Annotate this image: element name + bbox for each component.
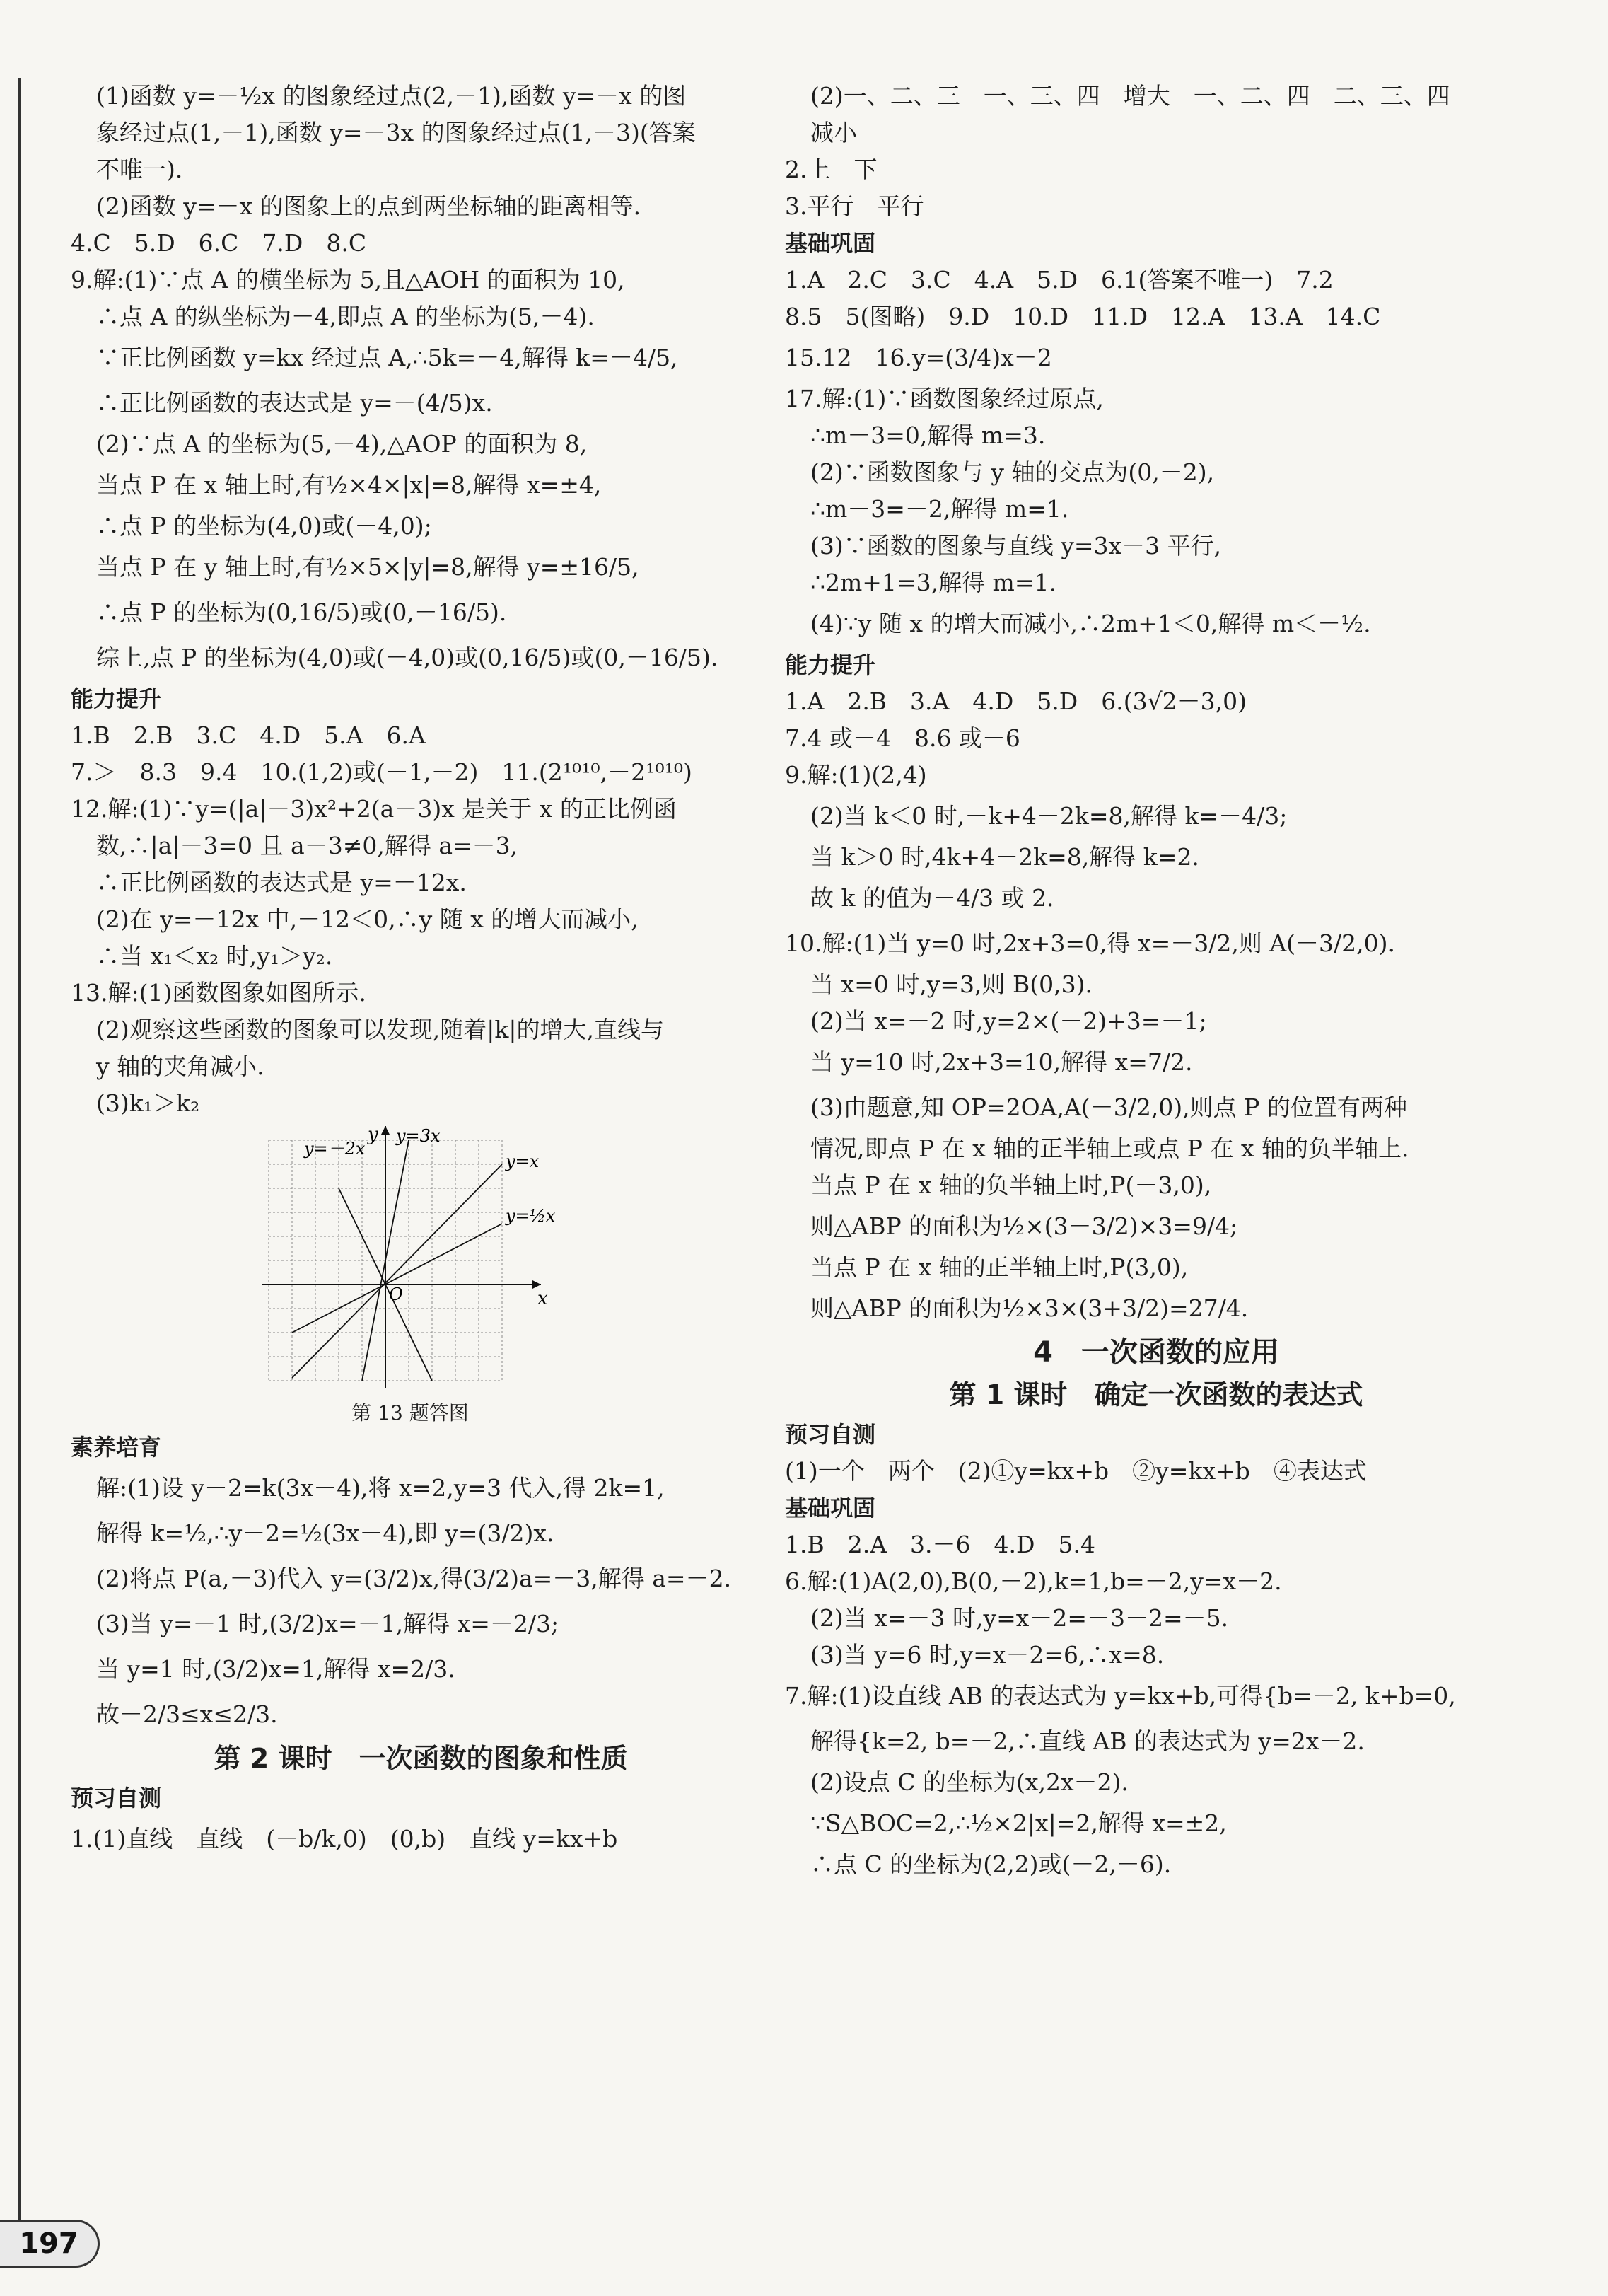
answer-line: ∴2m+1=3,解得 m=1. [810,569,1056,596]
answer-line: 解得{k=2, b=－2,∴直线 AB 的表达式为 y=2x－2. [810,1727,1365,1755]
page-number: 197 [0,2220,100,2268]
answer-line: 当点 P 在 x 轴上时,有½×4×|x|=8,解得 x=±4, [96,471,602,499]
answer-line: 10.解:(1)当 y=0 时,2x+3=0,得 x=－3/2,则 A(－3/2,0). [785,929,1395,957]
answer-line: 当 y=10 时,2x+3=10,解得 x=7/2. [810,1048,1193,1076]
answer-line: 当 x=0 时,y=3,则 B(0,3). [810,970,1093,998]
answer-line: 9.解:(1)∵点 A 的横坐标为 5,且△AOH 的面积为 10, [71,266,625,294]
answer-line: 减小 [810,119,857,146]
answer-line: 7.解:(1)设直线 AB 的表达式为 y=kx+b,可得{b=－2, k+b=0, [785,1682,1456,1710]
answer-line: (2)观察这些函数的图象可以发现,随着|k|的增大,直线与 [96,1016,664,1043]
answer-line: (2)一、二、三 一、三、四 增大 一、二、四 二、三、四 [810,82,1450,110]
section-heading: 基础巩固 [785,1495,876,1521]
right-answers-block-2 [785,1416,1527,1883]
answer-line: ∴m－3=0,解得 m=3. [810,422,1046,449]
answer-line: 3.平行 平行 [785,192,924,220]
right-answers-block-1 [785,78,1527,1331]
answer-line: 13.解:(1)函数图象如图所示. [71,979,366,1007]
section-heading: 预习自测 [71,1785,162,1811]
answer-line: (2)当 x=－2 时,y=2×(－2)+3=－1; [810,1007,1207,1035]
answer-line: 当点 P 在 x 轴的正半轴上时,P(3,0), [810,1253,1189,1281]
answer-line: (2)当 k＜0 时,－k+4－2k=8,解得 k=－4/3; [810,802,1288,830]
answer-line: 综上,点 P 的坐标为(4,0)或(－4,0)或(0,16/5)或(0,－16/5). [96,644,718,671]
answer-line: 故 k 的值为－4/3 或 2. [810,884,1054,912]
answer-line: ∴正比例函数的表达式是 y=－12x. [96,869,467,896]
answer-line: (3)当 y=－1 时,(3/2)x=－1,解得 x=－2/3; [96,1610,559,1637]
answer-line: 当 y=1 时,(3/2)x=1,解得 x=2/3. [96,1655,455,1683]
answer-line: 1.A 2.C 3.C 4.A 5.D 6.1(答案不唯一) 7.2 [785,266,1334,294]
answer-line: (1)函数 y=－½x 的图象经过点(2,－1),函数 y=－x 的图 [96,82,687,110]
answer-line: 象经过点(1,－1),函数 y=－3x 的图象经过点(1,－3)(答案 [96,119,696,146]
answer-line: (2)在 y=－12x 中,－12＜0,∴y 随 x 的增大而减小, [96,905,639,933]
answer-line: (2)当 x=－3 时,y=x－2=－3－2=－5. [810,1604,1229,1632]
line-y-half-x [292,1224,502,1333]
lesson-1-title: 第 1 课时 确定一次函数的表达式 [949,1379,1363,1410]
answer-line: 1.B 2.B 3.C 4.D 5.A 6.A [71,721,426,749]
y-axis-arrow [381,1126,390,1135]
label-origin: O [389,1285,403,1304]
answer-line: (3)∵函数的图象与直线 y=3x－3 平行, [810,532,1222,559]
label-y-x: y=x [506,1152,540,1171]
answer-line: 2.上 下 [785,156,878,183]
answer-line: (3)当 y=6 时,y=x－2=6,∴x=8. [810,1641,1165,1669]
answer-line: 12.解:(1)∵y=(|a|－3)x²+2(a－3)x 是关于 x 的正比例函 [71,795,677,823]
answer-line: 则△ABP 的面积为½×3×(3+3/2)=27/4. [810,1294,1249,1322]
answer-line: ∴正比例函数的表达式是 y=－(4/5)x. [96,389,493,417]
answer-line: ∴点 P 的坐标为(4,0)或(－4,0); [96,512,432,540]
answer-line: 情况,即点 P 在 x 轴的正半轴上或点 P 在 x 轴的负半轴上. [810,1135,1409,1162]
figure-13 [262,1126,559,1429]
label-y-3x: y=3x [396,1126,441,1146]
left-column [71,78,771,1862]
answer-line: ∵正比例函数 y=kx 经过点 A,∴5k=－4,解得 k=－4/5, [96,344,678,371]
function-graph [262,1126,559,1395]
lesson-2-title: 第 2 课时 一次函数的图象和性质 [214,1743,628,1774]
answer-line: (4)∵y 随 x 的增大而减小,∴2m+1＜0,解得 m＜－½. [810,610,1371,637]
answer-line: 8.5 5(图略) 9.D 10.D 11.D 12.A 13.A 14.C [785,303,1381,330]
answer-line: 6.解:(1)A(2,0),B(0,－2),k=1,b=－2,y=x－2. [785,1567,1282,1595]
section-heading: 能力提升 [71,685,162,712]
answer-line: 当 k＞0 时,4k+4－2k=8,解得 k=2. [810,843,1199,871]
answer-line: ∴点 A 的纵坐标为－4,即点 A 的坐标为(5,－4). [96,303,595,330]
left-answers-block-3 [71,1780,771,1862]
label-x-axis: x [537,1288,548,1309]
answer-line: 1.(1)直线 直线 (－b/k,0) (0,b) 直线 y=kx+b [71,1825,618,1853]
answer-line: (2)∵函数图象与 y 轴的交点为(0,－2), [810,458,1215,486]
right-column [785,78,1527,1883]
answer-line: ∴点 P 的坐标为(0,16/5)或(0,－16/5). [96,598,507,626]
label-y-half-x: y=½x [506,1206,556,1226]
answer-line: 17.解:(1)∵函数图象经过原点, [785,385,1104,412]
figure-caption: 第 13 题答图 [351,1401,469,1425]
answer-line: 7.＞ 8.3 9.4 10.(1,2)或(－1,－2) 11.(2¹⁰¹⁰,－2¹⁰¹⁰) [71,758,692,786]
answer-line: ∴点 C 的坐标为(2,2)或(－2,－6). [810,1850,1172,1878]
section-heading: 基础巩固 [785,230,876,257]
answer-line: 当点 P 在 x 轴的负半轴上时,P(－3,0), [810,1171,1212,1199]
answer-line: (3)由题意,知 OP=2OA,A(－3/2,0),则点 P 的位置有两种 [810,1094,1407,1121]
label-y-neg2x: y=－2x [304,1139,366,1159]
answer-line: ∵S△BOC=2,∴½×2|x|=2,解得 x=±2, [810,1809,1227,1837]
answer-line: (1)一个 两个 (2)①y=kx+b ②y=kx+b ④表达式 [785,1457,1367,1485]
answer-line: 1.B 2.A 3.－6 4.D 5.4 [785,1531,1095,1558]
answer-line: 1.A 2.B 3.A 4.D 5.D 6.(3√2－3,0) [785,688,1247,715]
section-heading: 能力提升 [785,651,876,678]
answer-line: (2)函数 y=－x 的图象上的点到两坐标轴的距离相等. [96,192,641,220]
answer-line: 7.4 或－4 8.6 或－6 [785,724,1020,752]
answer-line: y 轴的夹角减小. [96,1053,264,1080]
answer-line: 数,∴|a|－3=0 且 a－3≠0,解得 a=－3, [96,832,518,859]
answer-line: 则△ABP 的面积为½×(3－3/2)×3=9/4; [810,1212,1238,1240]
left-answers-block-1 [71,78,771,1122]
left-answers-block-2 [71,1429,771,1737]
answer-line: (3)k₁＞k₂ [96,1089,200,1117]
answer-line: 9.解:(1)(2,4) [785,761,927,789]
label-y-axis: y [368,1126,378,1145]
answer-line: 故－2/3≤x≤2/3. [96,1700,278,1728]
answer-line: (2)∵点 A 的坐标为(5,－4),△AOP 的面积为 8, [96,430,588,458]
binding-line [18,78,21,2263]
answer-line: 4.C 5.D 6.C 7.D 8.C [71,229,367,257]
answer-line: (2)设点 C 的坐标为(x,2x－2). [810,1768,1129,1796]
answer-line: ∴m－3=－2,解得 m=1. [810,495,1069,523]
section-heading: 素养培育 [71,1434,162,1461]
answer-line: (2)将点 P(a,－3)代入 y=(3/2)x,得(3/2)a=－3,解得 a=－2. [96,1565,732,1592]
answer-line: 解得 k=½,∴y－2=½(3x－4),即 y=(3/2)x. [96,1519,554,1547]
chapter-title: 4 一次函数的应用 [1033,1336,1279,1369]
line-y-x [292,1164,502,1378]
answer-line: 当点 P 在 y 轴上时,有½×5×|y|=8,解得 y=±16/5, [96,553,639,581]
section-heading: 预习自测 [785,1421,876,1448]
answer-line: 不唯一). [96,156,183,183]
answer-line: 解:(1)设 y－2=k(3x－4),将 x=2,y=3 代入,得 2k=1, [96,1474,665,1502]
answer-line: ∴当 x₁＜x₂ 时,y₁＞y₂. [96,942,333,970]
answer-line: 15.12 16.y=(3/4)x－2 [785,344,1052,371]
